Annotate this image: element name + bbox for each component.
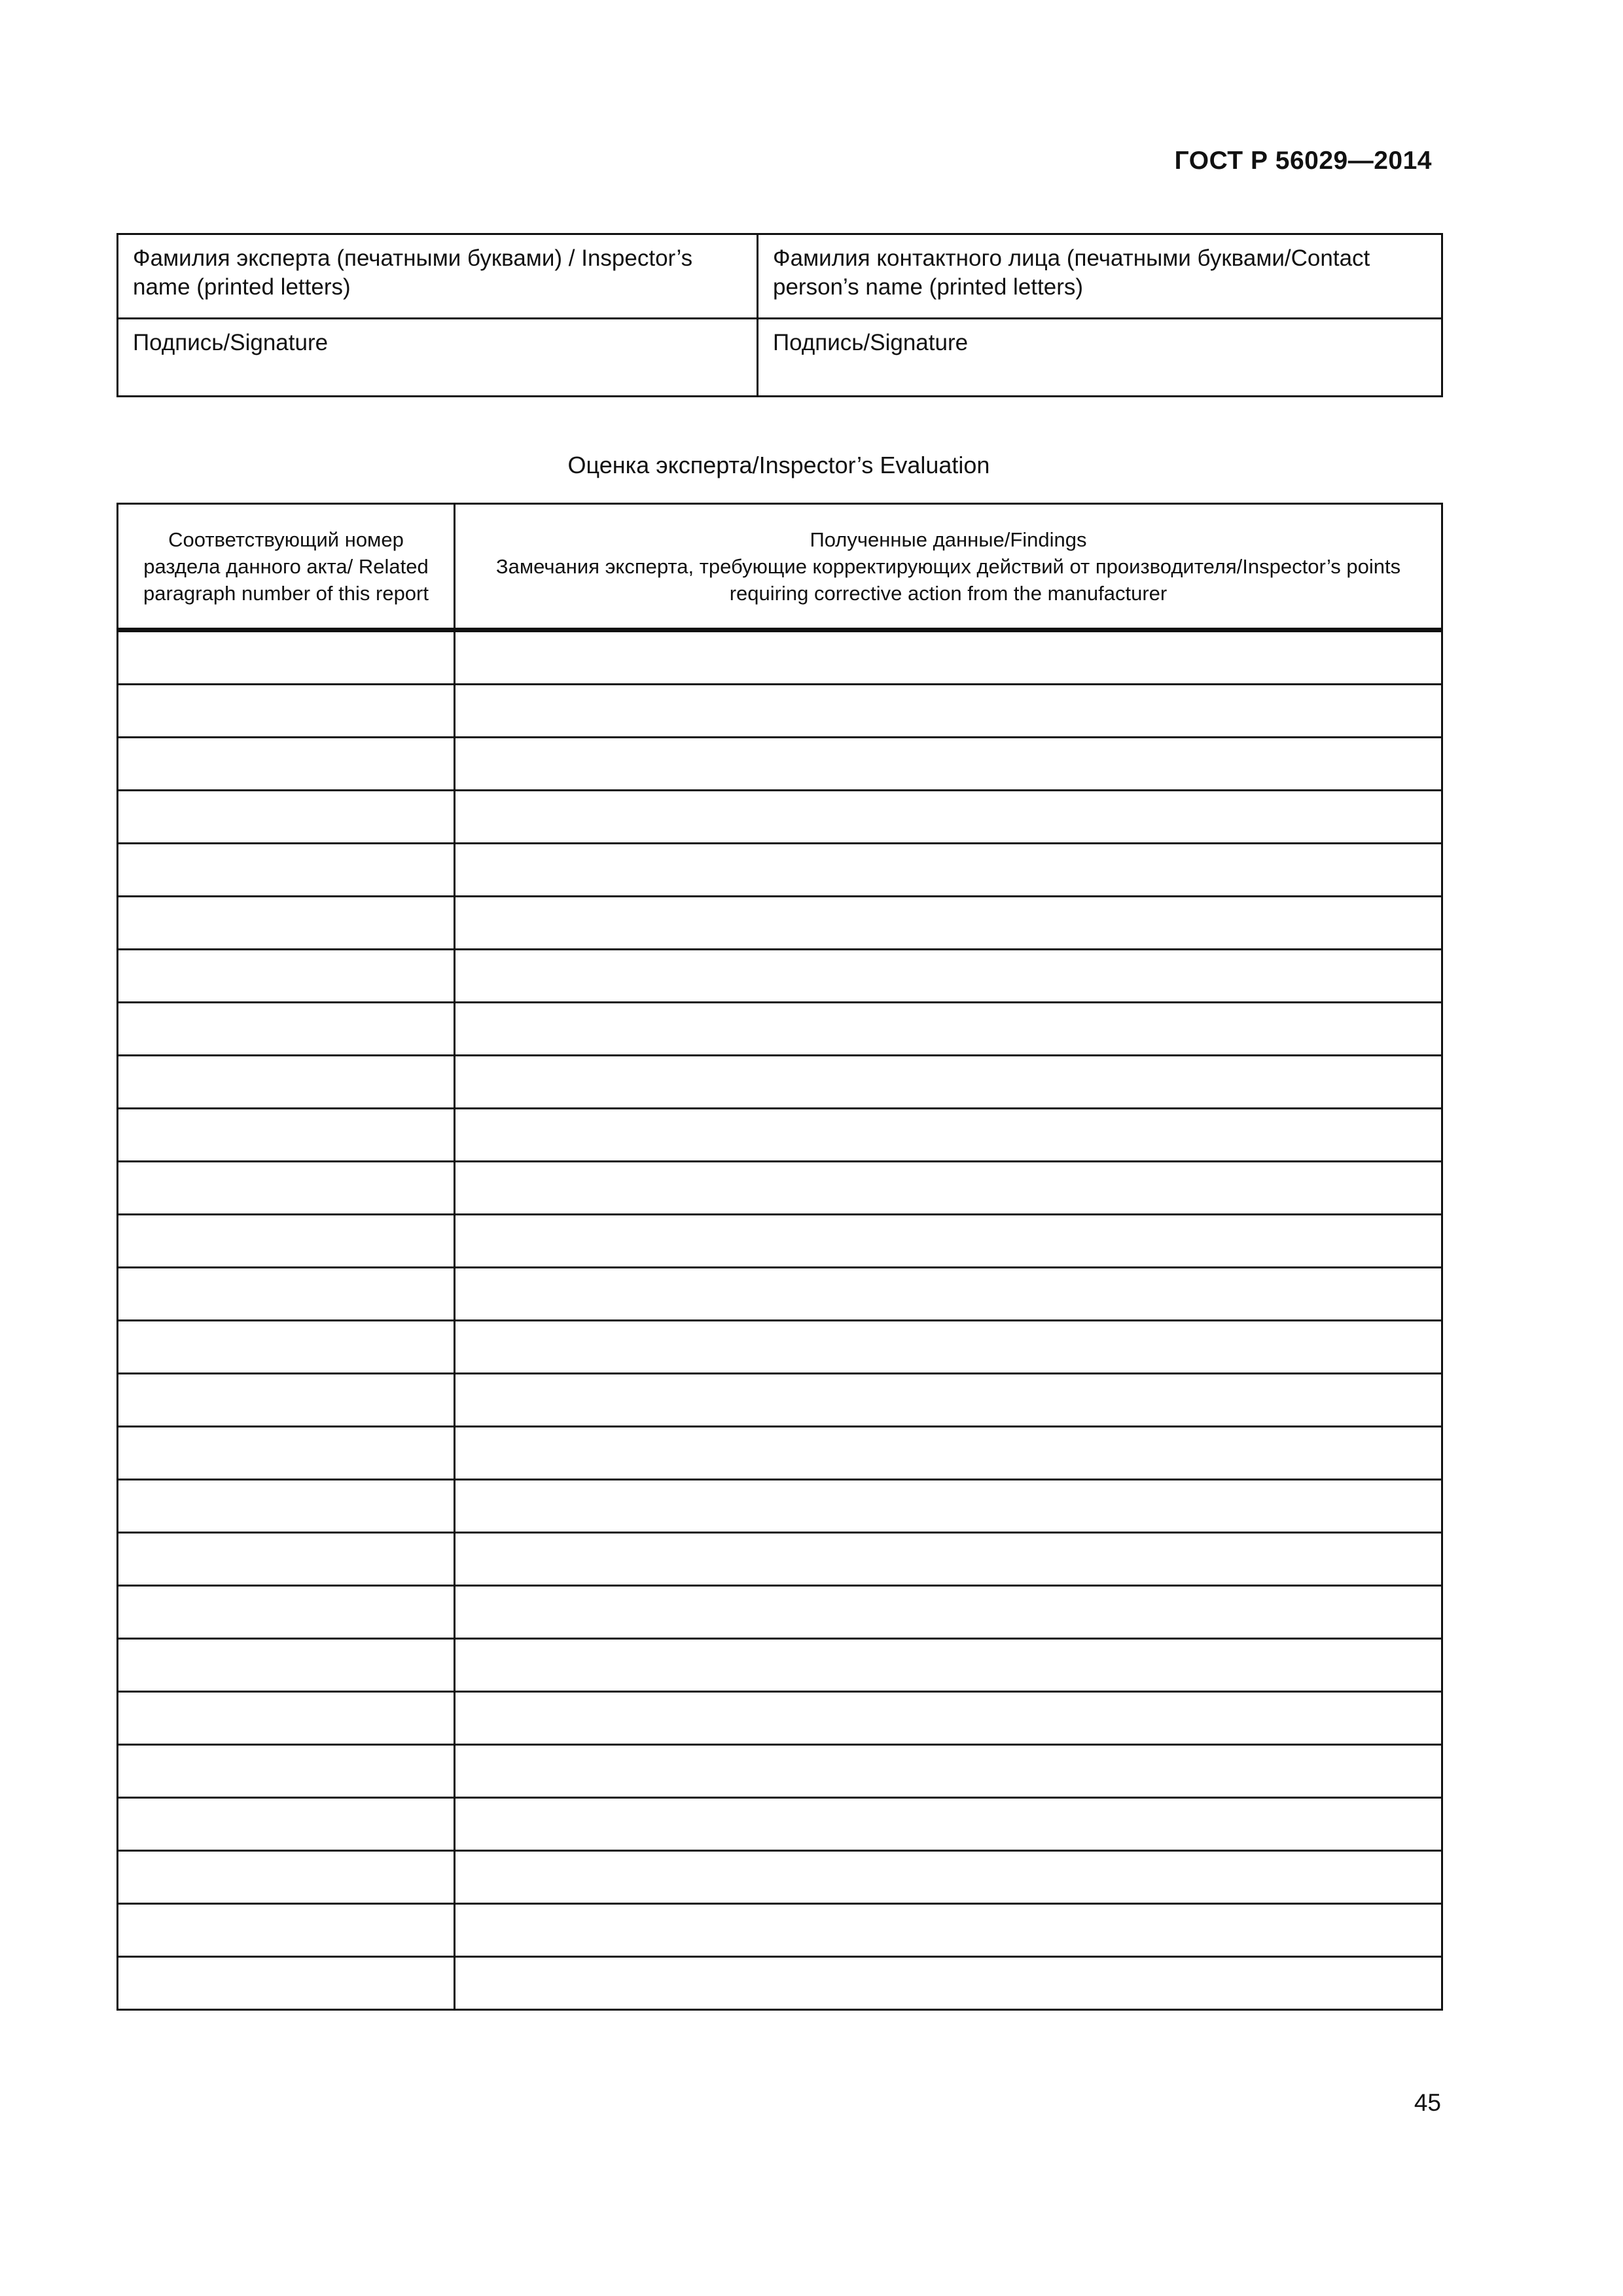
paragraph-number-cell[interactable]: [118, 1533, 455, 1586]
findings-cell[interactable]: [455, 1639, 1442, 1692]
paragraph-number-cell[interactable]: [118, 950, 455, 1003]
evaluation-row: [118, 1427, 1442, 1480]
paragraph-number-cell[interactable]: [118, 1745, 455, 1798]
page-number: 45: [1414, 2089, 1441, 2116]
evaluation-row: [118, 897, 1442, 950]
findings-cell[interactable]: [455, 1851, 1442, 1904]
evaluation-row: [118, 1268, 1442, 1321]
contact-name-cell[interactable]: Фамилия контактного лица (печатными буквами/Contact person’s name (printed letters): [758, 234, 1442, 319]
evaluation-row: [118, 1586, 1442, 1639]
evaluation-header-row: [118, 504, 1442, 630]
findings-cell[interactable]: [455, 1586, 1442, 1639]
evaluation-row: [118, 630, 1442, 685]
findings-cell[interactable]: [455, 1215, 1442, 1268]
evaluation-row: [118, 1215, 1442, 1268]
findings-cell[interactable]: [455, 950, 1442, 1003]
evaluation-row: [118, 791, 1442, 844]
findings-cell[interactable]: [455, 1162, 1442, 1215]
signature-row: [118, 319, 1442, 397]
findings-cell[interactable]: [455, 630, 1442, 685]
findings-cell[interactable]: [455, 1109, 1442, 1162]
evaluation-row: [118, 1957, 1442, 2010]
findings-cell[interactable]: [455, 897, 1442, 950]
evaluation-row: [118, 1533, 1442, 1586]
paragraph-number-cell[interactable]: [118, 685, 455, 738]
evaluation-row: [118, 1904, 1442, 1957]
findings-cell[interactable]: [455, 685, 1442, 738]
paragraph-number-cell[interactable]: [118, 1851, 455, 1904]
paragraph-number-cell[interactable]: [118, 1957, 455, 2010]
evaluation-row: [118, 1056, 1442, 1109]
evaluation-title: Оценка эксперта/Inspector’s Evaluation: [567, 452, 990, 478]
paragraph-number-cell[interactable]: [118, 630, 455, 685]
findings-cell[interactable]: [455, 1268, 1442, 1321]
evaluation-row: [118, 738, 1442, 791]
paragraph-number-cell[interactable]: [118, 1798, 455, 1851]
findings-cell[interactable]: [455, 1427, 1442, 1480]
contact-signature-cell[interactable]: Подпись/Signature: [758, 319, 1442, 397]
document-code: ГОСТ Р 56029—2014: [1174, 147, 1432, 175]
paragraph-number-cell[interactable]: [118, 1321, 455, 1374]
paragraph-number-cell[interactable]: [118, 1374, 455, 1427]
paragraph-number-cell[interactable]: [118, 1692, 455, 1745]
paragraph-number-cell[interactable]: [118, 1162, 455, 1215]
findings-cell[interactable]: [455, 1374, 1442, 1427]
findings-header: [455, 504, 1442, 630]
findings-cell[interactable]: [455, 791, 1442, 844]
evaluation-row: [118, 1639, 1442, 1692]
paragraph-number-cell[interactable]: [118, 844, 455, 897]
findings-cell[interactable]: [455, 1692, 1442, 1745]
evaluation-row: [118, 685, 1442, 738]
evaluation-row: [118, 1374, 1442, 1427]
findings-cell[interactable]: [455, 1957, 1442, 2010]
evaluation-row: [118, 1162, 1442, 1215]
paragraph-number-cell[interactable]: [118, 1904, 455, 1957]
evaluation-row: [118, 950, 1442, 1003]
evaluation-row: [118, 1798, 1442, 1851]
findings-header-line2: Замечания эксперта, требующие корректирующих действий от производителя/Inspector’s points requiring corrective action from the manufacturer: [495, 554, 1401, 605]
findings-cell[interactable]: [455, 1321, 1442, 1374]
findings-cell[interactable]: [455, 1003, 1442, 1056]
findings-cell[interactable]: [455, 1798, 1442, 1851]
name-row: [118, 234, 1442, 319]
evaluation-row: [118, 1109, 1442, 1162]
findings-cell[interactable]: [455, 1533, 1442, 1586]
paragraph-number-header: Соответствующий номер раздела данного акта/ Related paragraph number of this report: [118, 504, 455, 630]
findings-cell[interactable]: [455, 844, 1442, 897]
findings-cell[interactable]: [455, 1056, 1442, 1109]
inspector-name-cell[interactable]: Фамилия эксперта (печатными буквами) / Inspector’s name (printed letters): [118, 234, 758, 319]
inspector-signature-cell[interactable]: Подпись/Signature: [118, 319, 758, 397]
paragraph-number-cell[interactable]: [118, 1003, 455, 1056]
evaluation-body: [118, 630, 1442, 2010]
evaluation-row: [118, 1851, 1442, 1904]
evaluation-row: [118, 1480, 1442, 1533]
paragraph-number-cell[interactable]: [118, 1586, 455, 1639]
evaluation-row: [118, 844, 1442, 897]
evaluation-row: [118, 1003, 1442, 1056]
paragraph-number-cell[interactable]: [118, 1268, 455, 1321]
evaluation-table: [116, 503, 1443, 2011]
findings-cell[interactable]: [455, 1745, 1442, 1798]
paragraph-number-cell[interactable]: [118, 897, 455, 950]
findings-cell[interactable]: [455, 1904, 1442, 1957]
paragraph-number-cell[interactable]: [118, 1639, 455, 1692]
evaluation-row: [118, 1692, 1442, 1745]
findings-cell[interactable]: [455, 738, 1442, 791]
paragraph-number-cell[interactable]: [118, 1215, 455, 1268]
paragraph-number-cell[interactable]: [118, 1109, 455, 1162]
paragraph-number-cell[interactable]: [118, 1480, 455, 1533]
paragraph-number-cell[interactable]: [118, 791, 455, 844]
paragraph-number-cell[interactable]: [118, 1056, 455, 1109]
paragraph-number-cell[interactable]: [118, 1427, 455, 1480]
paragraph-number-cell[interactable]: [118, 738, 455, 791]
evaluation-row: [118, 1321, 1442, 1374]
findings-header-line1: Полученные данные/Findings: [810, 528, 1087, 551]
findings-cell[interactable]: [455, 1480, 1442, 1533]
signature-table: [116, 233, 1443, 397]
evaluation-row: [118, 1745, 1442, 1798]
